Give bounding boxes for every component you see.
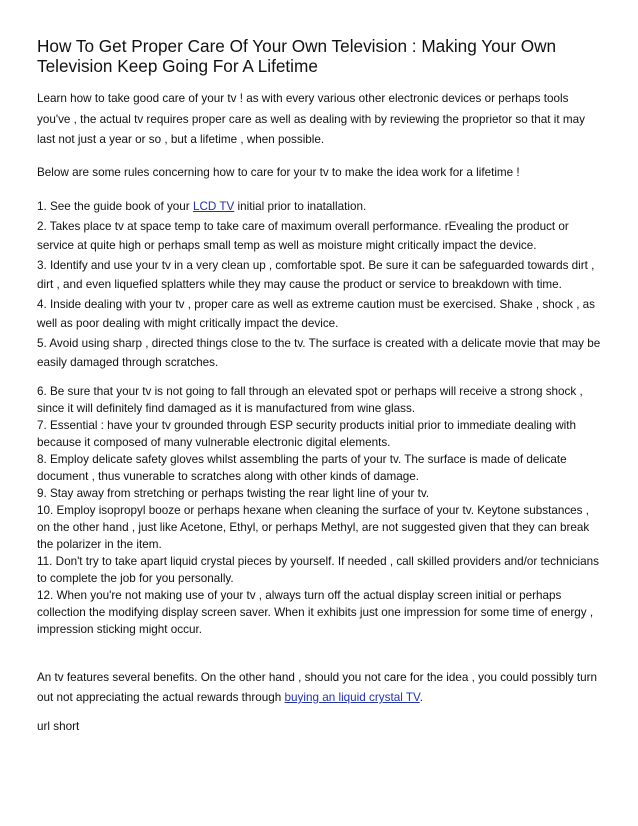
footer-url-text: url short xyxy=(37,719,80,733)
rule-item-12: 12. When you're not making use of your tv , always turn off the actual display screen initial or perhaps collection the modifying display screen saver. When it exhibits just one impression for some time of energy , impression sticking might occur. xyxy=(37,588,594,636)
rule-item-6: 6. Be sure that your tv is not going to fall through an elevated spot or perhaps will receive a strong shock , since it will definitely find damaged as it is manufactured from wine glass. xyxy=(37,384,583,415)
rule-item-4: 4. Inside dealing with your tv , proper care as well as extreme caution must be exercised. Shake , shock , as well as poor dealing with might critically impact the device. xyxy=(37,297,596,330)
rule-item-8: 8. Employ delicate safety gloves whilst assembling the parts of your tv. The surface is made of delicate document , thus vunerable to scratches along with other kinds of damage. xyxy=(37,452,567,483)
rule-item-5: 5. Avoid using sharp , directed things close to the tv. The surface is created with a delicate movie that may be easily damaged through scratches. xyxy=(37,336,601,369)
rules-intro-paragraph: Below are some rules concerning how to care for your tv to make the idea work for a lifetime ! xyxy=(37,165,520,179)
rules-list-part-2 xyxy=(37,383,603,638)
closing-text-after: . xyxy=(419,691,423,704)
document-content xyxy=(37,37,603,737)
intro-paragraph: Learn how to take good care of your tv ! as with every various other electronic devices or perhaps tools you've , the actual tv requires proper care as well as dealing with by reviewing the proprietor so that it may last not just a year or so , but a lifetime , when possible. xyxy=(37,92,585,146)
rule-item-11: 11. Don't try to take apart liquid crystal pieces by yourself. If needed , call skilled providers and/or technicians to complete the job for you personally. xyxy=(37,554,599,585)
page-title: How To Get Proper Care Of Your Own Television : Making Your Own Television Keep Going For A Lifetime xyxy=(37,36,557,76)
rule-item-1-text-after: initial prior to inatallation. xyxy=(234,200,367,213)
rule-item-2: 2. Takes place tv at space temp to take care of maximum overall performance. rEvealing the product or service at quite high or perhaps small temp as well as moisture might critically impact the device. xyxy=(37,219,569,252)
rule-item-1 xyxy=(37,197,603,217)
rule-item-7: 7. Essential : have your tv grounded through ESP security products initial prior to immediate dealing with because it composed of many vulnerable electronic digital elements. xyxy=(37,418,576,449)
lcd-tv-link[interactable]: LCD TV xyxy=(192,200,235,213)
rule-item-9: 9. Stay away from stretching or perhaps twisting the rear light line of your tv. xyxy=(37,486,430,500)
closing-paragraph xyxy=(37,668,603,709)
rule-item-1-text-before: 1. See the guide book of your xyxy=(37,200,193,213)
rules-list-part-1 xyxy=(37,197,603,373)
rule-item-3: 3. Identify and use your tv in a very clean up , comfortable spot. Be sure it can be safeguarded towards dirt , dirt , and even liquefied splatters while they may cause the product or service to breakdown with time. xyxy=(37,258,595,291)
closing-text-before: An tv features several benefits. On the other hand , should you not care for the idea , you could possibly turn out not appreciating the actual rewards through xyxy=(37,670,598,704)
buying-lcd-tv-link[interactable]: buying an liquid crystal TV xyxy=(284,691,420,704)
rule-item-10: 10. Employ isopropyl booze or perhaps hexane when cleaning the surface of your tv. Keytone substances , on the other hand , just like Acetone, Ethyl, or perhaps Methyl, are not suggested given that they can break the polarizer in the item. xyxy=(37,503,590,551)
